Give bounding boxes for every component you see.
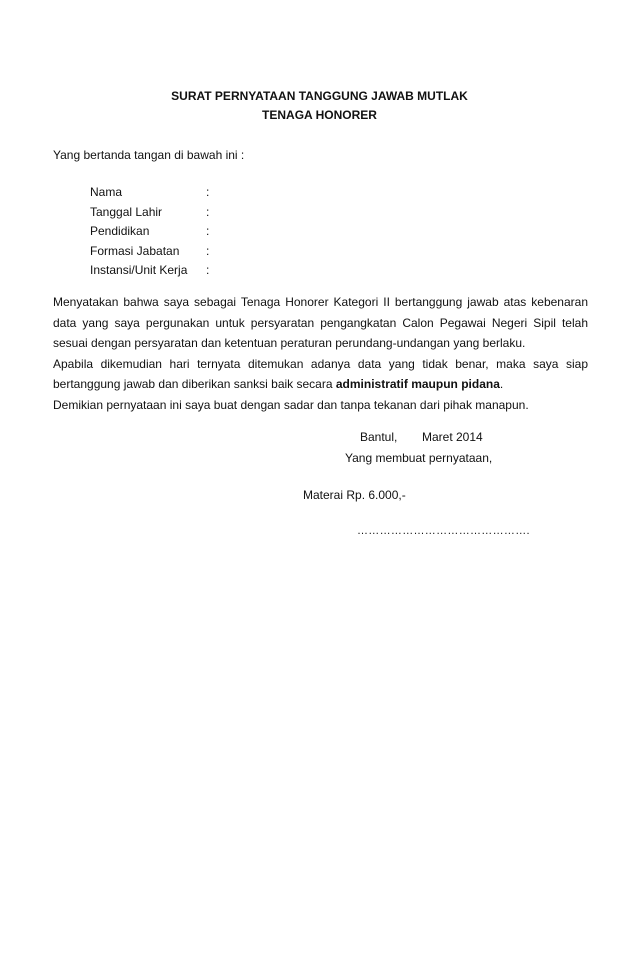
statement-paragraph-liability: [53, 354, 588, 395]
document-subtitle: TENAGA HONORER: [262, 108, 377, 122]
signature-line: ……………………………………….: [357, 525, 530, 537]
sign-date: Maret 2014: [422, 430, 483, 444]
place-date: [360, 430, 483, 444]
liability-text: Apabila dikemudian hari ternyata ditemukan adanya data yang tidak benar, maka saya siap bertanggung jawab dan diberikan sanksi baik secara: [53, 356, 588, 391]
document-title: SURAT PERNYATAAN TANGGUNG JAWAB MUTLAK: [171, 89, 468, 103]
closing-paragraph: Demikian pernyataan ini saya buat dengan sadar dan tanpa tekanan dari pihak manapun.: [53, 397, 529, 412]
field-label: Nama: [90, 185, 123, 199]
sign-city: Bantul,: [360, 430, 398, 444]
field-colon: :: [206, 224, 210, 238]
field-label: Tanggal Lahir: [90, 204, 163, 219]
field-colon: :: [206, 185, 210, 199]
intro-text: Yang bertanda tangan di bawah ini :: [53, 148, 245, 162]
field-colon: :: [206, 204, 210, 219]
liability-emphasis: administratif maupun pidana: [335, 377, 500, 391]
stamp-duty-label: Materai Rp. 6.000,-: [303, 488, 406, 502]
field-colon: :: [206, 263, 210, 277]
field-label: Instansi/Unit Kerja: [90, 263, 188, 277]
field-label: Pendidikan: [90, 224, 150, 238]
statement-body: [53, 292, 588, 415]
field-colon: :: [206, 243, 210, 258]
statement-paragraph: Menyatakan bahwa saya sebagai Tenaga Honorer Kategori II bertanggung jawab atas kebenaran data yang saya pergunakan untuk persyaratan pengangkatan Calon Pegawai Negeri Sipil telah sesuai dengan persyaratan dan ketentuan peraturan perundang-undangan yang berlaku.: [53, 295, 588, 350]
liability-end: .: [499, 377, 504, 391]
signatory-label: Yang membuat pernyataan,: [345, 451, 493, 465]
field-label: Formasi Jabatan: [90, 243, 180, 258]
